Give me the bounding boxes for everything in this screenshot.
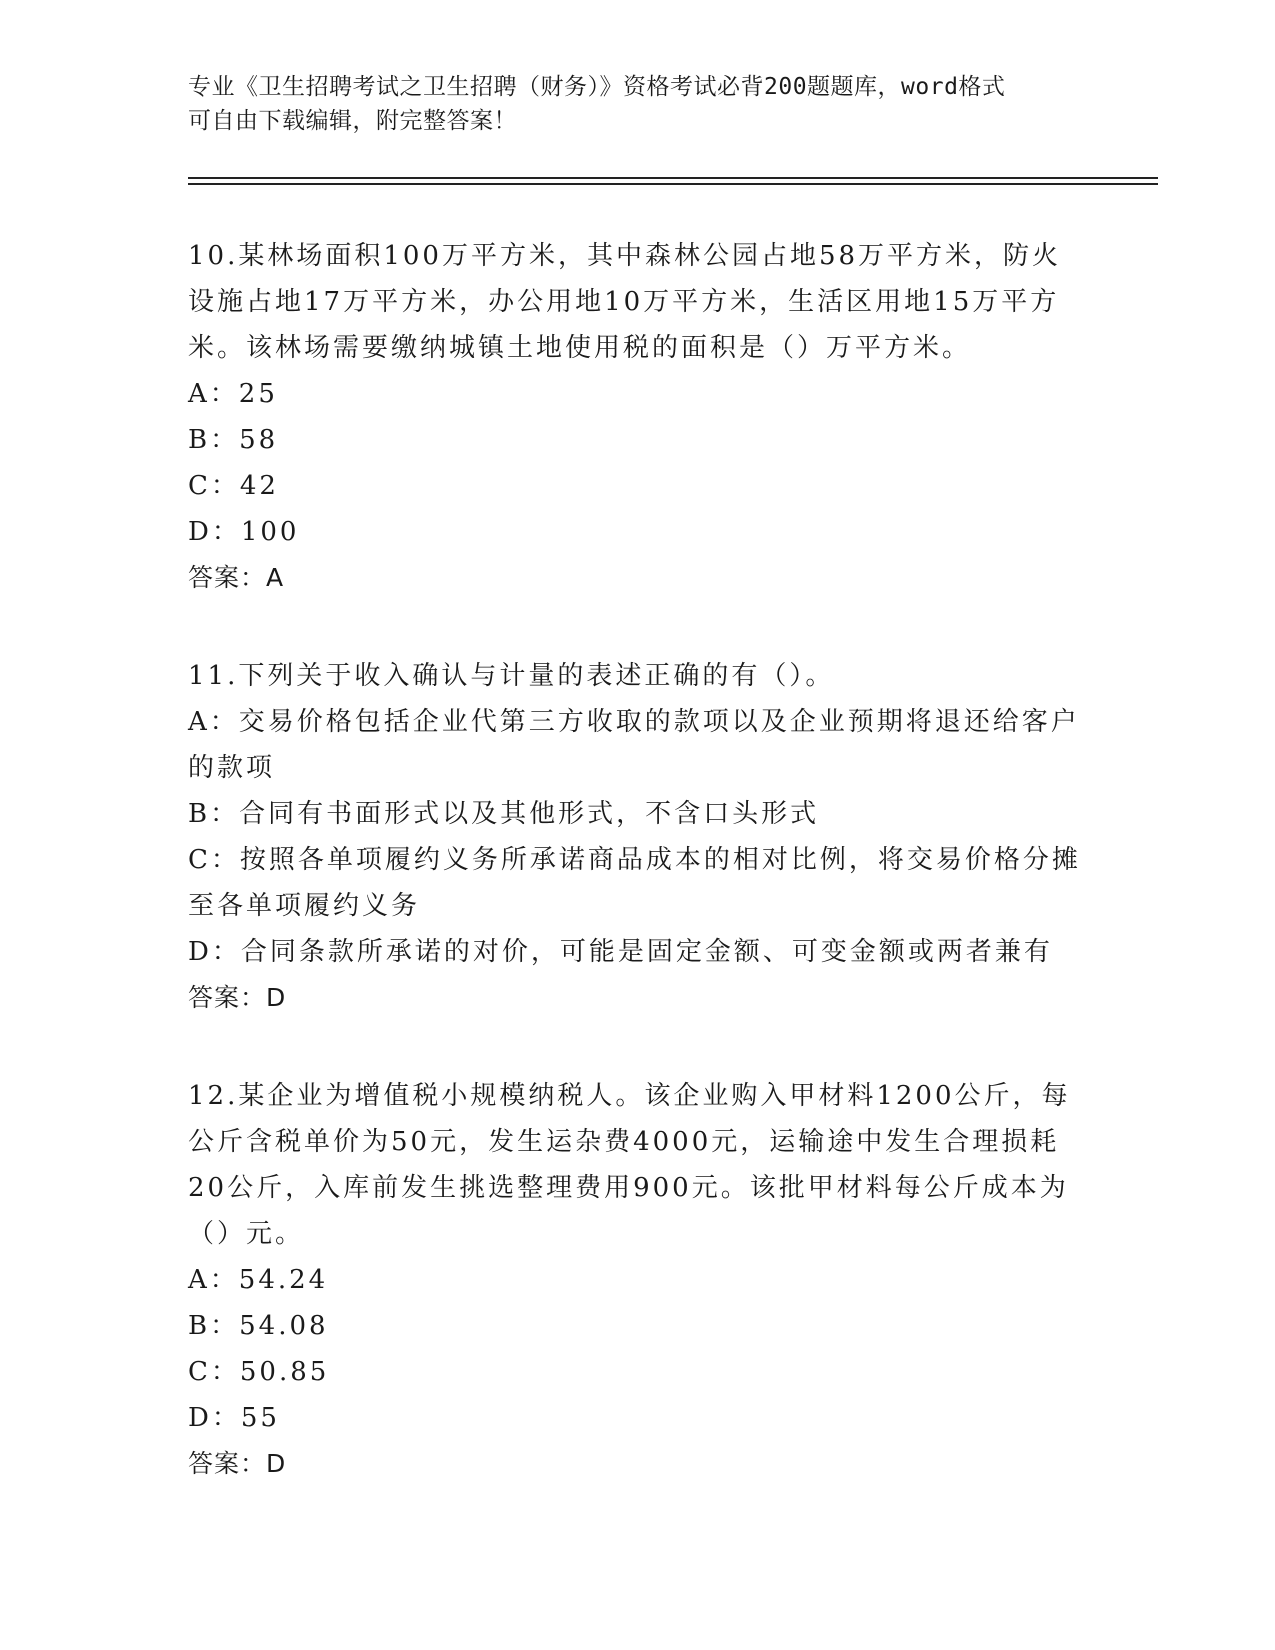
header-line-1: 专业《卫生招聘考试之卫生招聘（财务）》资格考试必背200题题库，word格式 xyxy=(188,74,1006,100)
question-12 xyxy=(188,1073,1088,1487)
option-b: B：54.08 xyxy=(188,1311,329,1341)
option-c: C：42 xyxy=(188,471,279,501)
option-c: C：按照各单项履约义务所承诺商品成本的相对比例，将交易价格分摊至各单项履约义务 xyxy=(188,845,1081,921)
question-stem: 12.某企业为增值税小规模纳税人。该企业购入甲材料1200公斤，每公斤含税单价为50元，发生运杂费4000元，运输途中发生合理损耗20公斤，入库前发生挑选整理费用900元。该批甲材料每公斤成本为（）元。 xyxy=(188,1081,1071,1249)
option-a: A：交易价格包括企业代第三方收取的款项以及企业预期将退还给客户的款项 xyxy=(188,707,1080,783)
option-d: D：100 xyxy=(188,517,300,547)
question-10 xyxy=(188,233,1088,601)
question-stem: 11.下列关于收入确认与计量的表述正确的有（）。 xyxy=(188,661,835,691)
option-b: B：58 xyxy=(188,425,279,455)
document-header xyxy=(188,70,1088,138)
header-line-2: 可自由下载编辑，附完整答案！ xyxy=(188,108,517,134)
answer-label: 答案：A xyxy=(188,563,285,592)
option-b: B：合同有书面形式以及其他形式，不含口头形式 xyxy=(188,799,820,829)
answer-label: 答案：D xyxy=(188,1449,287,1478)
option-d: D：55 xyxy=(188,1403,280,1433)
answer-label: 答案：D xyxy=(188,983,287,1012)
question-11 xyxy=(188,653,1088,1021)
question-stem: 10.某林场面积100万平方米，其中森林公园占地58万平方米，防火设施占地17万平方米，办公用地10万平方米，生活区用地15万平方米。该林场需要缴纳城镇土地使用税的面积是（）万平方米。 xyxy=(188,241,1062,363)
header-divider-top xyxy=(188,177,1158,179)
option-a: A：25 xyxy=(188,379,278,409)
option-c: C：50.85 xyxy=(188,1357,330,1387)
option-a: A：54.24 xyxy=(188,1265,329,1295)
option-d: D：合同条款所承诺的对价，可能是固定金额、可变金额或两者兼有 xyxy=(188,937,1053,967)
header-divider-bottom xyxy=(188,183,1158,185)
question-list xyxy=(188,233,1088,1539)
